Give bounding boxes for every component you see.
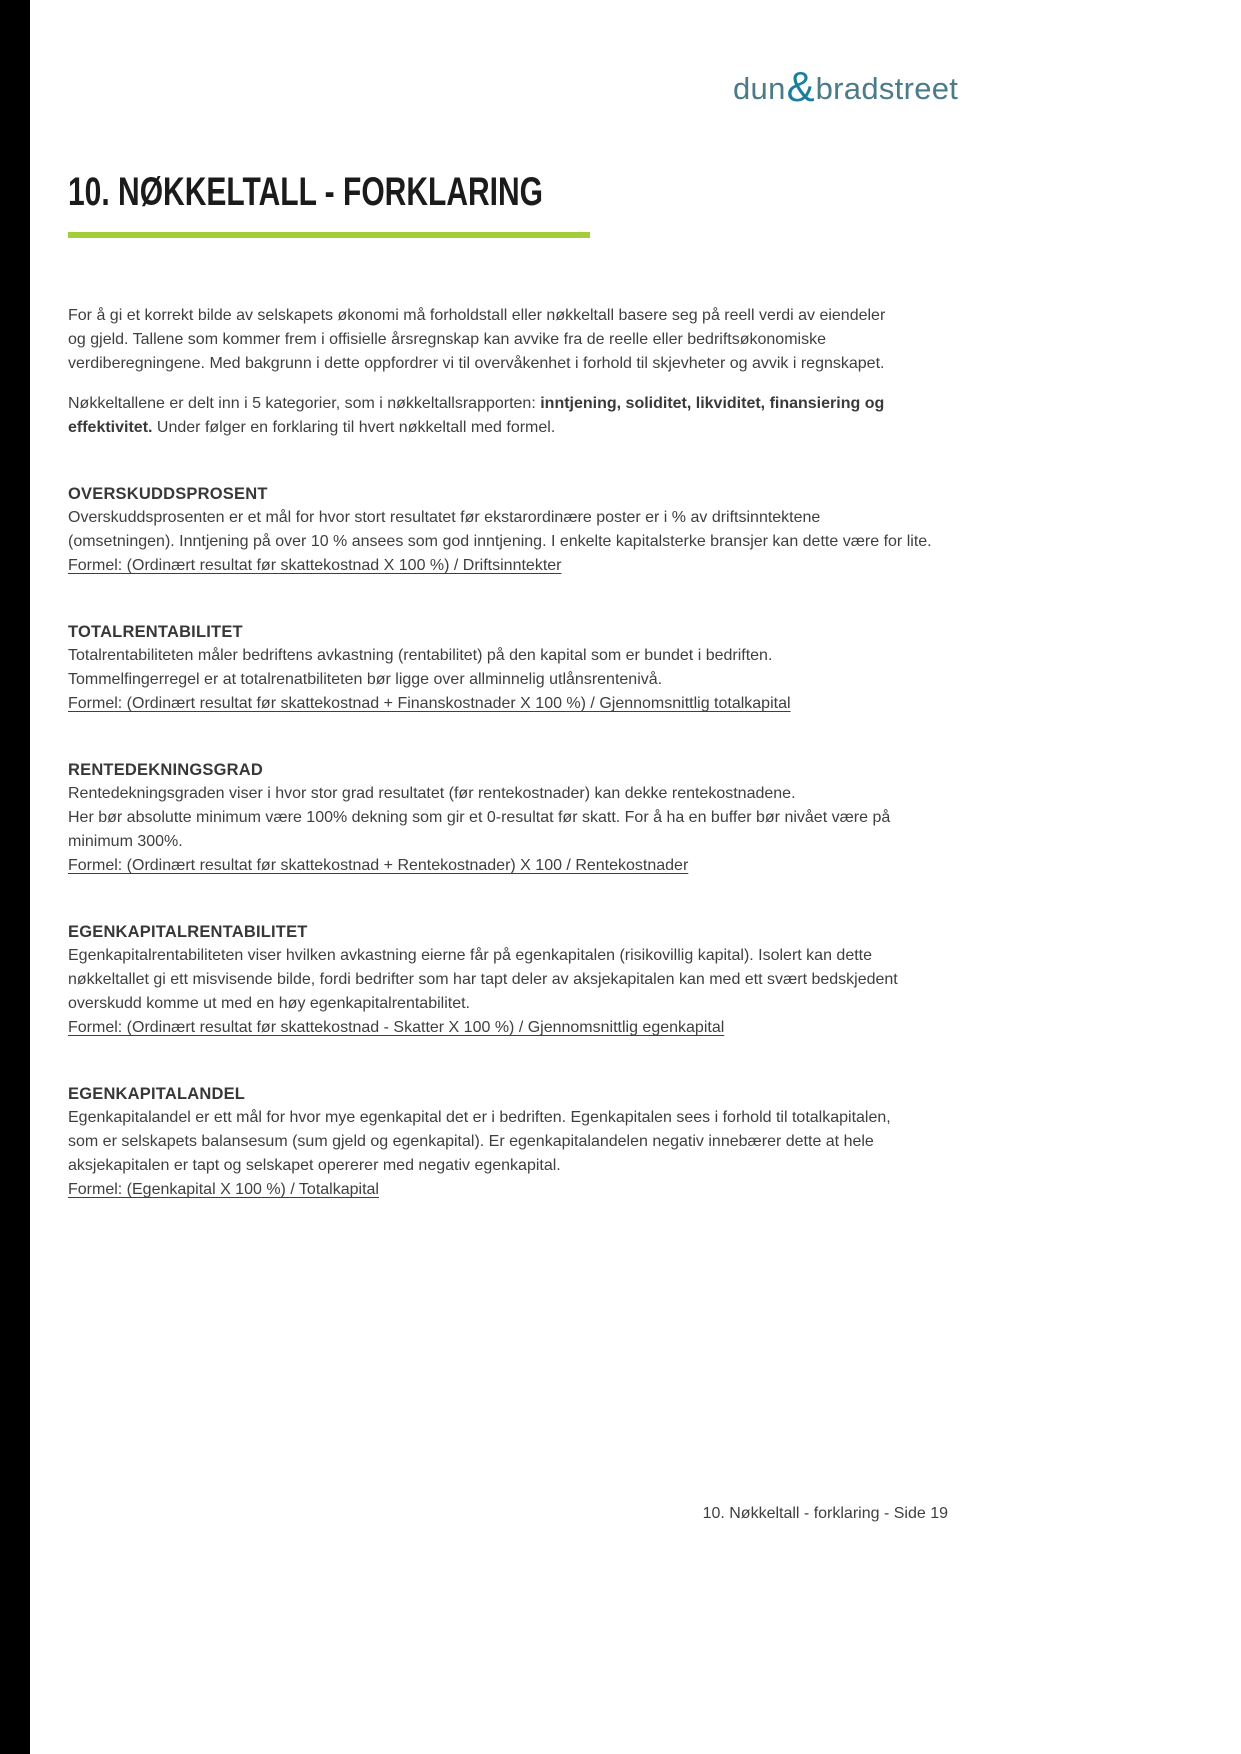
formula-line: Formel: (Egenkapital X 100 %) / Totalkapital <box>68 1181 379 1198</box>
page-content <box>68 0 1028 1202</box>
section-overskuddsprosent <box>68 482 1028 578</box>
section-egenkapitalandel <box>68 1082 1028 1202</box>
formula-line: Formel: (Ordinært resultat før skattekostnad - Skatter X 100 %) / Gjennomsnittlig egenkapital <box>68 1019 725 1036</box>
section-body: Egenkapitalrentabiliteten viser hvilken avkastning eierne får på egenkapitalen (risikovillig kapital). Isolert kan dette nøkkeltallet gi ett misvisende bilde, fordi bedrifter som har tapt deler av aksjekapitalen kan med ett svært bedskjedent overskudd komme ut med en høy egenkapitalrentabilitet. <box>68 947 898 1012</box>
section-title: EGENKAPITALANDEL <box>68 1085 246 1103</box>
intro-paragraph-2 <box>68 392 1028 440</box>
formula-line: Formel: (Ordinært resultat før skattekostnad + Finanskostnader X 100 %) / Gjennomsnittlig totalkapital <box>68 695 791 712</box>
section-body: Egenkapitalandel er ett mål for hvor mye egenkapital det er i bedriften. Egenkapitalen sees i forhold til totalkapitalen, som er selskapets balansesum (sum gjeld og egenkapital). Er egenkapitalandelen negativ innebærer dette at hele aksjekapitalen er tapt og selskapet opererer med negativ egenkapital. <box>68 1109 891 1174</box>
intro-paragraph-2-line2 <box>68 416 1028 440</box>
intro-paragraph-1: For å gi et korrekt bilde av selskapets økonomi må forholdstall eller nøkkeltall basere seg på reell verdi av eiendeler og gjeld. Tallene som kommer frem i offisielle årsregnskap kan avvike fra de reelle eller bedriftsøkonomiske verdiberegningene. Med bakgrunn i dette oppfordrer vi til overvåkenhet i forhold til skjevheter og avvik i regnskapet. <box>68 307 886 372</box>
logo-word-dun: dun <box>733 71 786 106</box>
section-title: OVERSKUDDSPROSENT <box>68 485 268 503</box>
intro-paragraph-2-line1 <box>68 392 1028 416</box>
intro-categories-bold: effektivitet. <box>68 419 153 436</box>
page-footer: 10. Nøkkeltall - forklaring - Side 19 <box>702 1505 948 1522</box>
intro-text: Under følger en forklaring til hvert nøkkeltall med formel. <box>152 419 556 436</box>
section-egenkapitalrentabilitet <box>68 920 1028 1040</box>
page-title: 10. NØKKELTALL - FORKLARING <box>68 170 543 214</box>
logo-word-bradstreet: bradstreet <box>815 71 959 106</box>
section-body: Overskuddsprosenten er et mål for hvor stort resultatet før ekstarordinære poster er i % av driftsinntektene (omsetningen). Inntjening på over 10 % ansees som god inntjening. I enkelte kapitalsterke bransjer kan dette være for lite. <box>68 509 932 550</box>
section-body: Rentedekningsgraden viser i hvor stor grad resultatet (før rentekostnader) kan dekke rentekostnadene. Her bør absolutte minimum være 100% dekning som gir et 0-resultat før skatt. For å ha en buffer bør nivået være på minimum 300%. <box>68 785 891 850</box>
intro-categories-bold: inntjening, soliditet, likviditet, finansiering og <box>540 395 885 412</box>
left-edge-bar <box>0 0 30 1754</box>
formula-line: Formel: (Ordinært resultat før skattekostnad + Rentekostnader) X 100 / Rentekostnader <box>68 857 689 874</box>
formula-line: Formel: (Ordinært resultat før skattekostnad X 100 %) / Driftsinntekter <box>68 557 562 574</box>
section-body: Totalrentabiliteten måler bedriftens avkastning (rentabilitet) på den kapital som er bundet i bedriften. Tommelfingerregel er at totalrenatbiliteten bør ligge over allminnelig utlånsrentenivå. <box>68 647 773 688</box>
section-rentedekningsgrad <box>68 758 1028 878</box>
section-title: RENTEDEKNINGSGRAD <box>68 761 263 779</box>
section-title: EGENKAPITALRENTABILITET <box>68 923 308 941</box>
logo-ampersand-icon: & <box>786 63 815 110</box>
accent-rule <box>68 232 590 238</box>
section-totalrentabilitet <box>68 620 1028 716</box>
section-title: TOTALRENTABILITET <box>68 623 243 641</box>
intro-text: Nøkkeltallene er delt inn i 5 kategorier, som i nøkkeltallsrapporten: <box>68 395 541 412</box>
